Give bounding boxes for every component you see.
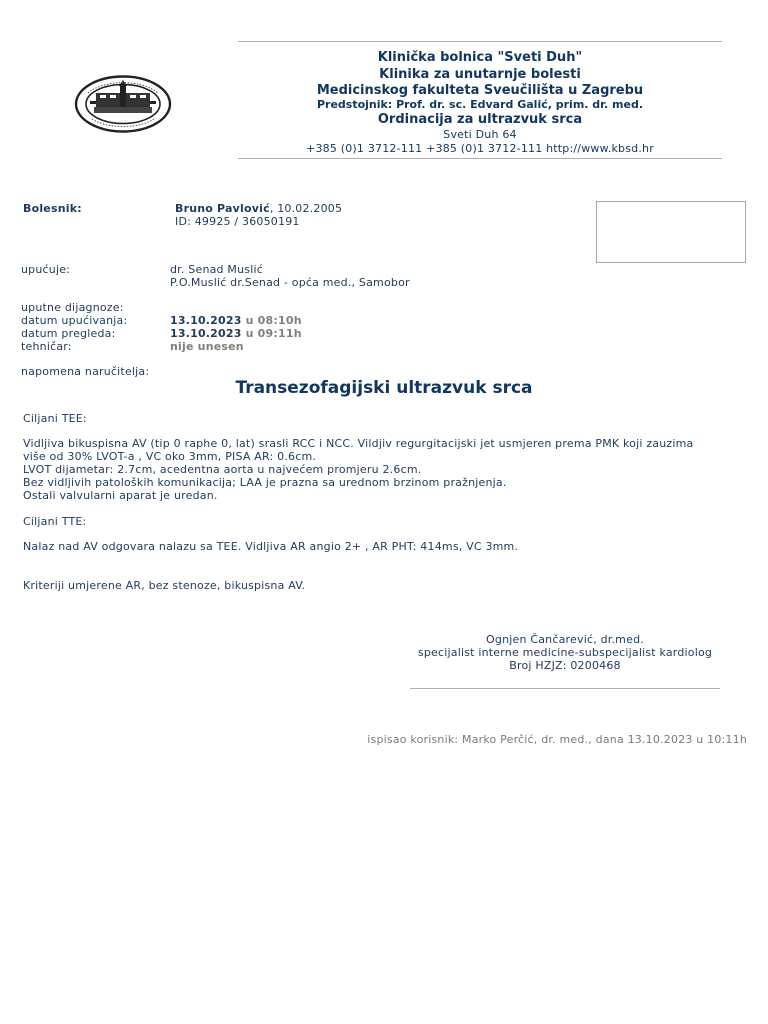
header-top-rule [238,41,722,42]
patient-label: Bolesnik: [23,202,82,215]
stamp-box [596,201,746,263]
referral-time: u 08:10h [241,314,302,327]
faculty-name: Medicinskog fakulteta Sveučilišta u Zagrebu [316,83,644,98]
address: Sveti Duh 64 [443,128,517,141]
hospital-seal-icon [74,75,172,133]
exam-date-label: datum pregleda: [21,327,116,340]
signature-registration: Broj HZJZ: 0200468 [509,659,621,672]
exam-datetime [170,327,302,340]
technician-label: tehničar: [21,340,72,353]
referral-date-label: datum upućivanja: [21,314,128,327]
hospital-name: Klinička bolnica "Sveti Duh" [377,50,583,65]
report-title: Transezofagijski ultrazvuk srca [235,378,533,398]
report-line: Kriteriji umjerene AR, bez stenoze, bikuspisna AV. [23,579,306,592]
signature-rule [410,688,720,689]
exam-date: 13.10.2023 [170,327,242,340]
patient-id: ID: 49925 / 36050191 [175,215,300,228]
diagnoses-label: uputne dijagnoze: [21,301,124,314]
patient-dob: , 10.02.2005 [269,202,343,215]
report-line: Ciljani TEE: [23,412,87,425]
referring-doctor: dr. Senad Muslić [170,263,263,276]
signature-title: specijalist interne medicine-subspecijalist kardiolog [417,646,713,659]
patient-info [175,202,342,215]
printed-by: ispisao korisnik: Marko Perčić, dr. med., dana 13.10.2023 u 10:11h [367,733,747,746]
referring-practice: P.O.Muslić dr.Senad - opća med., Samobor [170,276,410,289]
referral-datetime [170,314,302,327]
report-line: Ostali valvularni aparat je uredan. [23,489,218,502]
report-line: Ciljani TTE: [23,515,87,528]
report-line: LVOT dijametar: 2.7cm, acedentna aorta u najvećem promjeru 2.6cm. [23,463,422,476]
signature-name: Ognjen Čančarević, dr.med. [486,633,644,646]
report-line: više od 30% LVOT-a , VC oko 3mm, PISA AR: 0.6cm. [23,450,317,463]
report-line: Nalaz nad AV odgovara nalazu sa TEE. Vidljiva AR angio 2+ , AR PHT: 414ms, VC 3mm. [23,540,519,553]
department-name: Ordinacija za ultrazvuk srca [377,112,583,127]
technician-value: nije unesen [170,340,244,353]
referral-date: 13.10.2023 [170,314,242,327]
report-line: Vidljiva bikuspisna AV (tip 0 raphe 0, lat) srasli RCC i NCC. Vildjiv regurgitacijski jet usmjeren prema PMK koji zauzima [23,437,694,450]
clinic-head: Predstojnik: Prof. dr. sc. Edvard Galić, prim. dr. med. [316,98,644,111]
header-bottom-rule [238,158,722,159]
clinic-name: Klinika za unutarnje bolesti [379,67,581,82]
note-label: napomena naručitelja: [21,365,150,378]
exam-time: u 09:11h [241,327,302,340]
patient-name: Bruno Pavlović [175,202,270,215]
report-line: Bez vidljivih patoloških komunikacija; LAA je prazna sa urednom brzinom pražnjenja. [23,476,507,489]
referral-label: upućuje: [21,263,71,276]
hospital-logo [74,75,172,133]
contact-info: +385 (0)1 3712-111 +385 (0)1 3712-111 http://www.kbsd.hr [306,142,654,155]
